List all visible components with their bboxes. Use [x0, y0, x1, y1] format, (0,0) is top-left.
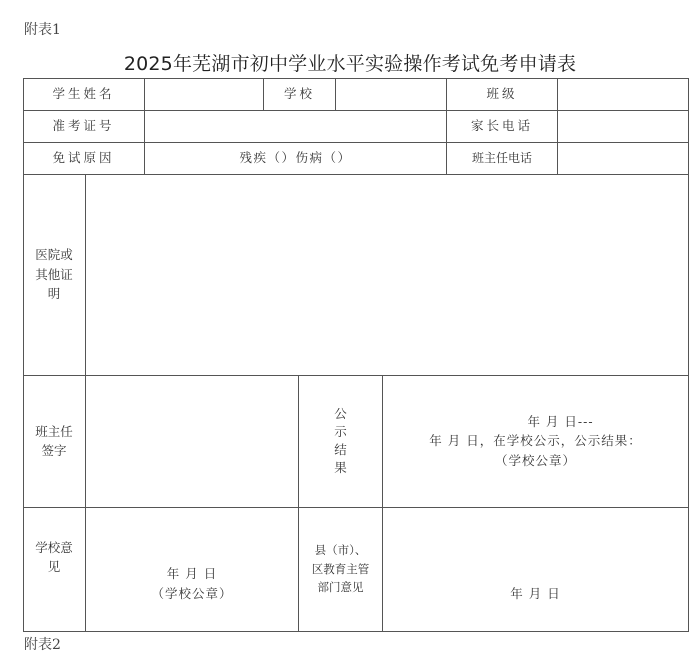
appendix-label-top: 附表1 [24, 22, 61, 38]
appendix-label-bottom: 附表2 [24, 637, 61, 653]
head-teacher-sign-label [23, 375, 85, 507]
publicity-label-char: 示 [334, 423, 347, 439]
exam-id-label: 准考证号 [52, 118, 115, 134]
application-form-table [23, 78, 689, 632]
student-name-field[interactable] [145, 79, 263, 110]
county-opinion-label-line: 县（市）、 [314, 543, 367, 558]
publicity-statement: 年 月 日，在学校公示，公示结果： [429, 433, 642, 449]
school-opinion-field[interactable] [86, 508, 298, 631]
hospital-proof-label [23, 174, 85, 375]
form-title: 2025年芜湖市初中学业水平实验操作考试免考申请表 [123, 53, 577, 75]
publicity-content [383, 375, 688, 507]
school-field[interactable] [336, 79, 446, 110]
exemption-options[interactable]: 残疾（）伤病（） [239, 150, 352, 166]
head-teacher-sign-label-line: 签字 [41, 443, 67, 458]
parent-phone-label: 家长电话 [470, 118, 533, 134]
hospital-proof-label-line: 明 [47, 286, 61, 302]
school-label: 学校 [283, 86, 315, 102]
school-seal-note: （学校公章） [494, 452, 576, 468]
parent-phone-field[interactable] [558, 111, 688, 142]
county-opinion-field[interactable] [383, 508, 688, 631]
county-opinion-label-line: 区教育主管 [311, 561, 370, 576]
class-label: 班级 [486, 86, 518, 102]
publicity-date-range: 年 月 日--- [527, 413, 594, 429]
school-opinion-label-line: 学校意 [35, 539, 73, 555]
exam-id-field[interactable] [145, 111, 446, 142]
head-teacher-phone-field[interactable] [558, 143, 688, 174]
class-field[interactable] [558, 79, 688, 110]
school-opinion-label-line: 见 [47, 559, 61, 574]
hospital-proof-label-line: 其他证 [35, 266, 73, 282]
school-opinion-seal-note: （学校公章） [151, 585, 233, 601]
school-opinion-date: 年 月 日 [166, 566, 218, 582]
student-name-label: 学生姓名 [52, 86, 115, 102]
head-teacher-phone-label: 班主任电话 [471, 150, 532, 165]
county-opinion-label-line: 部门意见 [317, 580, 364, 595]
school-opinion-label [23, 507, 85, 607]
exemption-reason-label: 免试原因 [52, 150, 115, 166]
county-opinion-label [299, 507, 382, 631]
publicity-label [299, 375, 382, 507]
hospital-proof-field[interactable] [86, 175, 688, 375]
head-teacher-sign-field[interactable] [86, 376, 298, 507]
publicity-label-char: 果 [334, 460, 347, 476]
publicity-label-char: 结 [334, 442, 347, 457]
county-opinion-date: 年 月 日 [510, 585, 561, 601]
publicity-label-char: 公 [334, 405, 347, 421]
head-teacher-sign-label-line: 班主任 [35, 423, 73, 439]
hospital-proof-label-line: 医院或 [35, 247, 73, 263]
